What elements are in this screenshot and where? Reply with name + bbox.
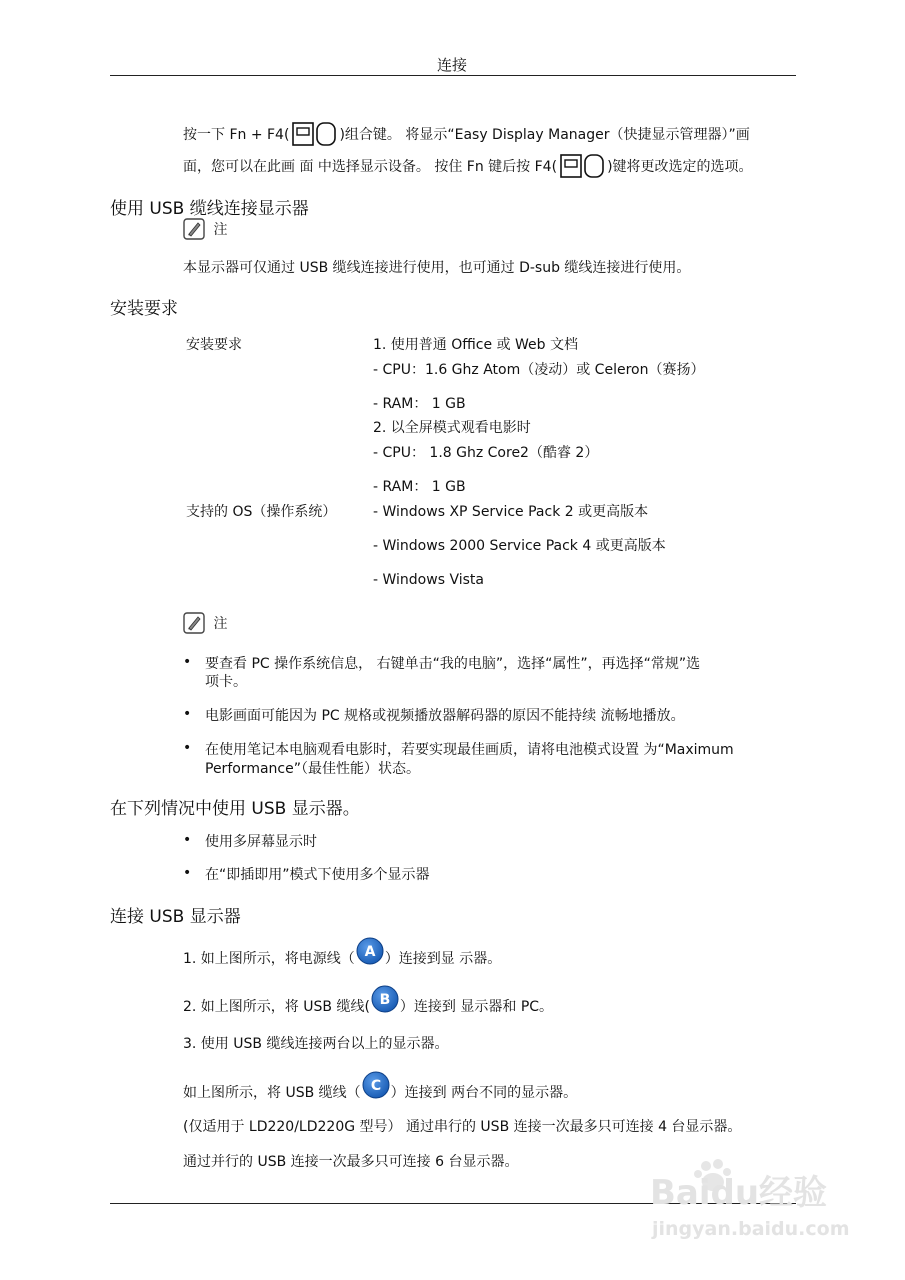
note-1 [183,218,227,240]
note-bullet-line: 要查看 PC 操作系统信息， 右键单击“我的电脑”，选择“属性”，再选择“常规”选 [205,656,701,672]
section-heading-cases: 在下列情况中使用 USB 显示器。 [110,799,360,819]
case-bullet: 使用多屏幕显示时 [205,834,317,850]
bullet-dot: • [183,832,192,848]
bullet-dot: • [183,740,192,756]
req-item: - CPU： 1.8 Ghz Core2（酷睿 2） [373,445,599,461]
intro-line-1-end: )组合键。 将显示“Easy Display Manager（快捷显示管理器）”画 [339,127,750,143]
note-bullet-line: 在使用笔记本电脑观看电影时，若要实现最佳画质，请将电池模式设置 为“Maximum [205,742,734,758]
section-heading-usb: 使用 USB 缆线连接显示器 [110,199,309,219]
parallel-note: 通过并行的 USB 连接一次最多只可连接 6 台显示器。 [183,1154,519,1170]
note-pencil-icon [183,612,205,634]
note-2 [183,612,227,634]
badge-letter: A [364,944,376,960]
connect-step-2 [183,992,553,1022]
case-bullet: 在“即插即用”模式下使用多个显示器 [205,867,430,883]
badge-a-icon [355,936,385,966]
intro-line-2-end: )键将更改选定的选项。 [607,159,753,175]
connect-step-2-start: 2. 如上图所示，将 USB 缆线( [183,999,370,1015]
section-heading-connect: 连接 USB 显示器 [110,907,241,927]
intro-line-2-start: 面，您可以在此画 面 中选择显示设备。 按住 Fn 键后按 F4( [183,159,558,175]
note-bullet-line: 项卡。 [205,674,247,690]
bullet-dot: • [183,865,192,881]
req-item: - Windows 2000 Service Pack 4 或更高版本 [373,538,666,554]
badge-c-icon [361,1070,391,1100]
connect-step-1-end: ）连接到显 示器。 [384,951,502,967]
connect-step-1-start: 1. 如上图所示，将电源线（ [183,951,355,967]
badge-b-icon [370,984,400,1014]
req-item: 1. 使用普通 Office 或 Web 文档 [373,337,578,353]
connect-step-3: 3. 使用 USB 缆线连接两台以上的显示器。 [183,1036,449,1052]
req-label-os: 支持的 OS（操作系统） [186,504,337,520]
note-1-text: 本显示器可仅通过 USB 缆线连接进行使用，也可通过 D-sub 缆线连接进行使用。 [183,260,691,276]
req-item: - RAM： 1 GB [373,396,466,412]
section-heading-requirements: 安装要求 [110,299,178,319]
note-bullet-line: 电影画面可能因为 PC 规格或视频播放器解码器的原因不能持续 流畅地播放。 [205,708,685,724]
note-label: 注 [213,222,228,238]
note-label: 注 [213,616,228,632]
bullet-dot: • [183,654,192,670]
badge-letter: C [370,1078,381,1094]
req-item: 2. 以全屏模式观看电影时 [373,420,531,436]
watermark-url: jingyan.baidu.com [652,1218,850,1240]
page-header-title: 连接 [437,56,468,74]
req-item: - Windows Vista [373,572,484,588]
note-bullet-line: Performance”（最佳性能）状态。 [205,761,420,777]
req-item: - CPU：1.6 Ghz Atom（凌动）或 Celeron（赛扬） [373,362,705,378]
connect-step-2-end: ）连接到 显示器和 PC。 [399,999,554,1015]
display-switch-icon [289,120,339,150]
intro-line-1 [183,120,750,150]
note-pencil-icon [183,218,205,240]
connect-line-c-start: 如上图所示，将 USB 缆线（ [183,1085,361,1101]
intro-line-1-start: 按一下 Fn + F4( [183,127,290,143]
req-label-install: 安装要求 [186,337,242,353]
req-item: - Windows XP Service Pack 2 或更高版本 [373,504,649,520]
header-rule [110,75,796,76]
connect-line-c [183,1078,577,1108]
req-item: - RAM： 1 GB [373,479,466,495]
display-switch-icon [557,152,607,182]
serial-note: (仅适用于 LD220/LD220G 型号） 通过串行的 USB 连接一次最多只可连接 4 台显示器。 [183,1119,742,1135]
watermark-logo: Baidu经验 [650,1173,828,1213]
bullet-dot: • [183,706,192,722]
intro-line-2 [183,152,753,182]
connect-line-c-end: ）连接到 两台不同的显示器。 [390,1085,578,1101]
badge-letter: B [379,992,391,1008]
connect-step-1 [183,944,501,974]
